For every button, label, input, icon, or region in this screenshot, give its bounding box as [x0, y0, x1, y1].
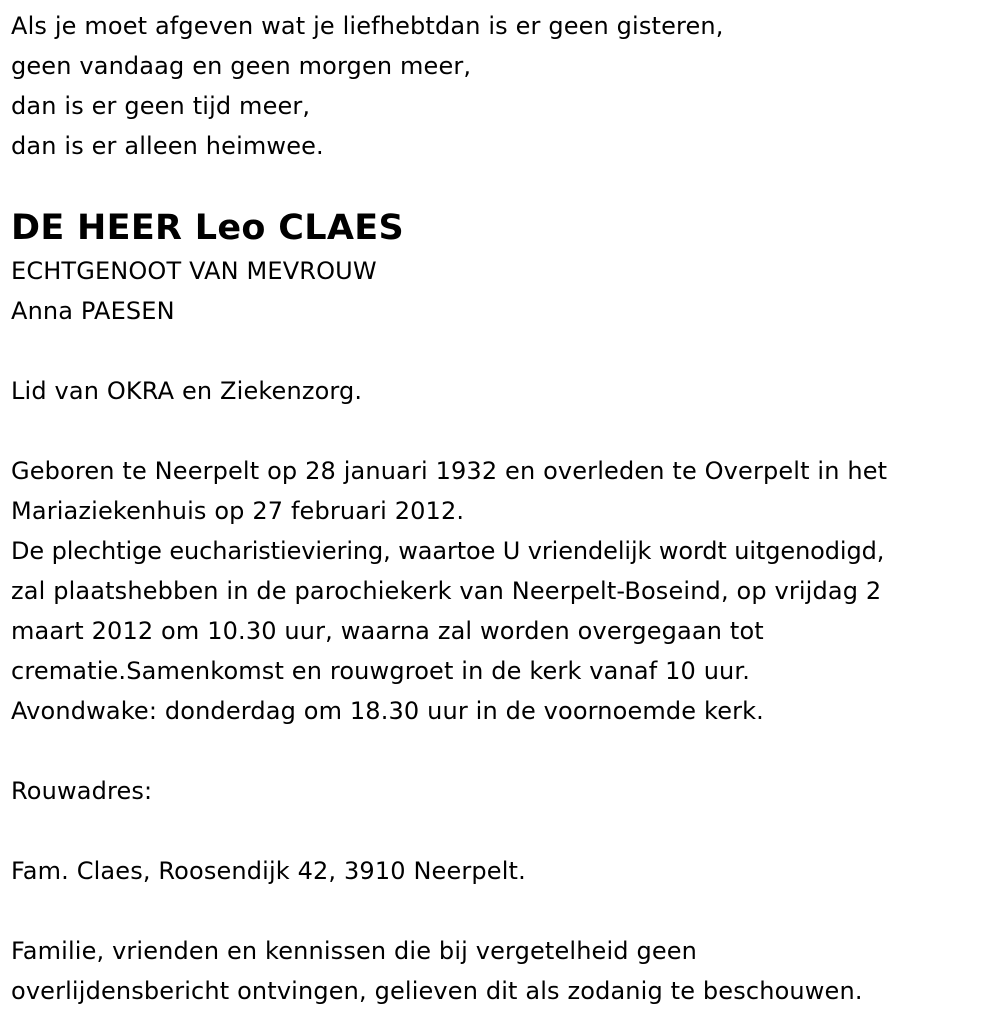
details-line: De plechtige eucharistieviering, waartoe U vriendelijk wordt uitgenodigd,: [11, 537, 885, 565]
deceased-name: DE HEER Leo CLAES: [11, 208, 404, 248]
closing-line: Familie, vrienden en kennissen die bij vergetelheid geen: [11, 937, 698, 965]
closing-line: overlijdensbericht ontvingen, gelieven dit als zodanig te beschouwen.: [11, 977, 863, 1005]
relation-line: ECHTGENOOT VAN MEVROUW: [11, 257, 377, 285]
address-label: Rouwadres:: [11, 777, 153, 805]
obituary-document: [11, 6, 996, 1011]
details-line: zal plaatshebben in de parochiekerk van Neerpelt-Boseind, op vrijdag 2: [11, 577, 882, 605]
closing-paragraph: [11, 931, 996, 1011]
details-paragraph: [11, 451, 996, 731]
details-line: maart 2012 om 10.30 uur, waarna zal worden overgegaan tot: [11, 617, 764, 645]
spouse-name: Anna PAESEN: [11, 297, 175, 325]
poem-line: dan is er geen tijd meer,: [11, 92, 311, 120]
spacer: [11, 731, 996, 771]
spacer: [11, 331, 996, 371]
details-line: crematie.Samenkomst en rouwgroet in de kerk vanaf 10 uur.: [11, 657, 751, 685]
details-line: Avondwake: donderdag om 18.30 uur in de voornoemde kerk.: [11, 697, 764, 725]
spacer: [11, 166, 996, 206]
spacer: [11, 411, 996, 451]
poem-line: dan is er alleen heimwee.: [11, 132, 324, 160]
address-value: Fam. Claes, Roosendijk 42, 3910 Neerpelt.: [11, 857, 526, 885]
details-line: Mariaziekenhuis op 27 februari 2012.: [11, 497, 465, 525]
poem-line: geen vandaag en geen morgen meer,: [11, 52, 472, 80]
spacer: [11, 811, 996, 851]
details-line: Geboren te Neerpelt op 28 januari 1932 en overleden te Overpelt in het: [11, 457, 888, 485]
poem: [11, 6, 996, 166]
membership-text: Lid van OKRA en Ziekenzorg.: [11, 377, 363, 405]
poem-line: Als je moet afgeven wat je liefhebtdan is er geen gisteren,: [11, 12, 724, 40]
spacer: [11, 891, 996, 931]
deceased-block: [11, 206, 996, 331]
